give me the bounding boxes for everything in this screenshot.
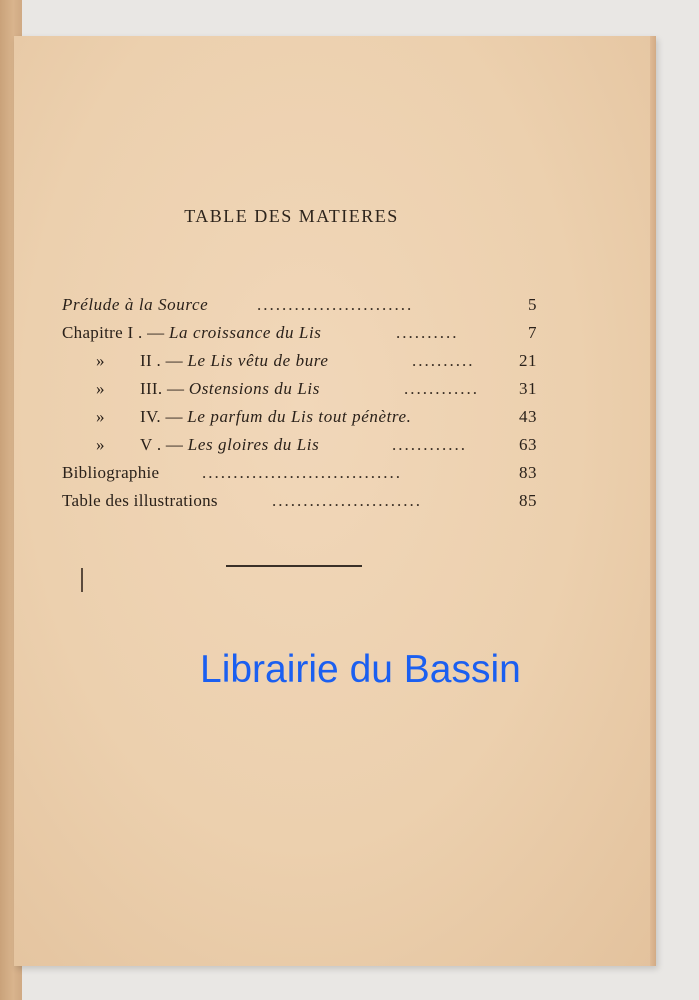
toc-entry-label: V . — bbox=[140, 435, 188, 454]
leader-dots: ......................... bbox=[257, 295, 414, 314]
leader-dots: .......... bbox=[412, 351, 475, 370]
toc-entry-page: 43 bbox=[519, 407, 537, 426]
toc-entry bbox=[62, 295, 537, 321]
toc-entry bbox=[62, 379, 537, 405]
toc-entry bbox=[62, 463, 537, 489]
toc-entry-page: 83 bbox=[519, 463, 537, 482]
toc-entry-label: III. — bbox=[140, 379, 189, 398]
book-page bbox=[14, 36, 656, 966]
toc-entry bbox=[62, 435, 537, 461]
toc-entry-page: 85 bbox=[519, 491, 537, 510]
toc-entry-title: Ostensions du Lis bbox=[188, 379, 320, 398]
toc-entry bbox=[62, 491, 537, 517]
toc-entry-title: Prélude à la Source bbox=[62, 295, 209, 314]
toc-entry-page: 21 bbox=[519, 351, 537, 370]
toc-entry-label: Chapitre I . — bbox=[62, 323, 169, 342]
pencil-mark bbox=[81, 568, 83, 592]
leader-dots: ............ bbox=[404, 379, 479, 398]
toc-entry-label: IV. — bbox=[140, 407, 188, 426]
toc-entry-page: 63 bbox=[519, 435, 537, 454]
page-title: TABLE DES MATIERES bbox=[184, 206, 399, 226]
toc-entry-title: Le parfum du Lis tout pénètre. bbox=[187, 407, 412, 426]
leader-dots: .......... bbox=[396, 323, 459, 342]
toc-entry-title: La croissance du Lis bbox=[168, 323, 322, 342]
end-rule bbox=[226, 565, 362, 567]
toc-entry-page: 31 bbox=[519, 379, 537, 398]
toc-entry bbox=[62, 407, 537, 433]
ditto-mark: » bbox=[96, 407, 105, 426]
table-of-contents bbox=[14, 36, 656, 636]
toc-entry-label: Table des illustrations bbox=[62, 491, 218, 510]
leader-dots: ........................ bbox=[272, 491, 422, 510]
ditto-mark: » bbox=[96, 351, 105, 370]
toc-entry-title: Le Lis vêtu de bure bbox=[187, 351, 329, 370]
toc-entry-title: Les gloires du Lis bbox=[187, 435, 320, 454]
toc-entry-label: Bibliographie bbox=[62, 463, 160, 482]
toc-entry-page: 5 bbox=[528, 295, 537, 314]
watermark-text: Librairie du Bassin bbox=[200, 648, 521, 691]
toc-entry bbox=[62, 351, 537, 377]
toc-entry-page: 7 bbox=[528, 323, 537, 342]
leader-dots: ............ bbox=[392, 435, 467, 454]
leader-dots: ................................ bbox=[202, 463, 402, 482]
toc-entry-label: II . — bbox=[140, 351, 188, 370]
ditto-mark: » bbox=[96, 435, 105, 454]
ditto-mark: » bbox=[96, 379, 105, 398]
toc-entry bbox=[62, 323, 537, 349]
